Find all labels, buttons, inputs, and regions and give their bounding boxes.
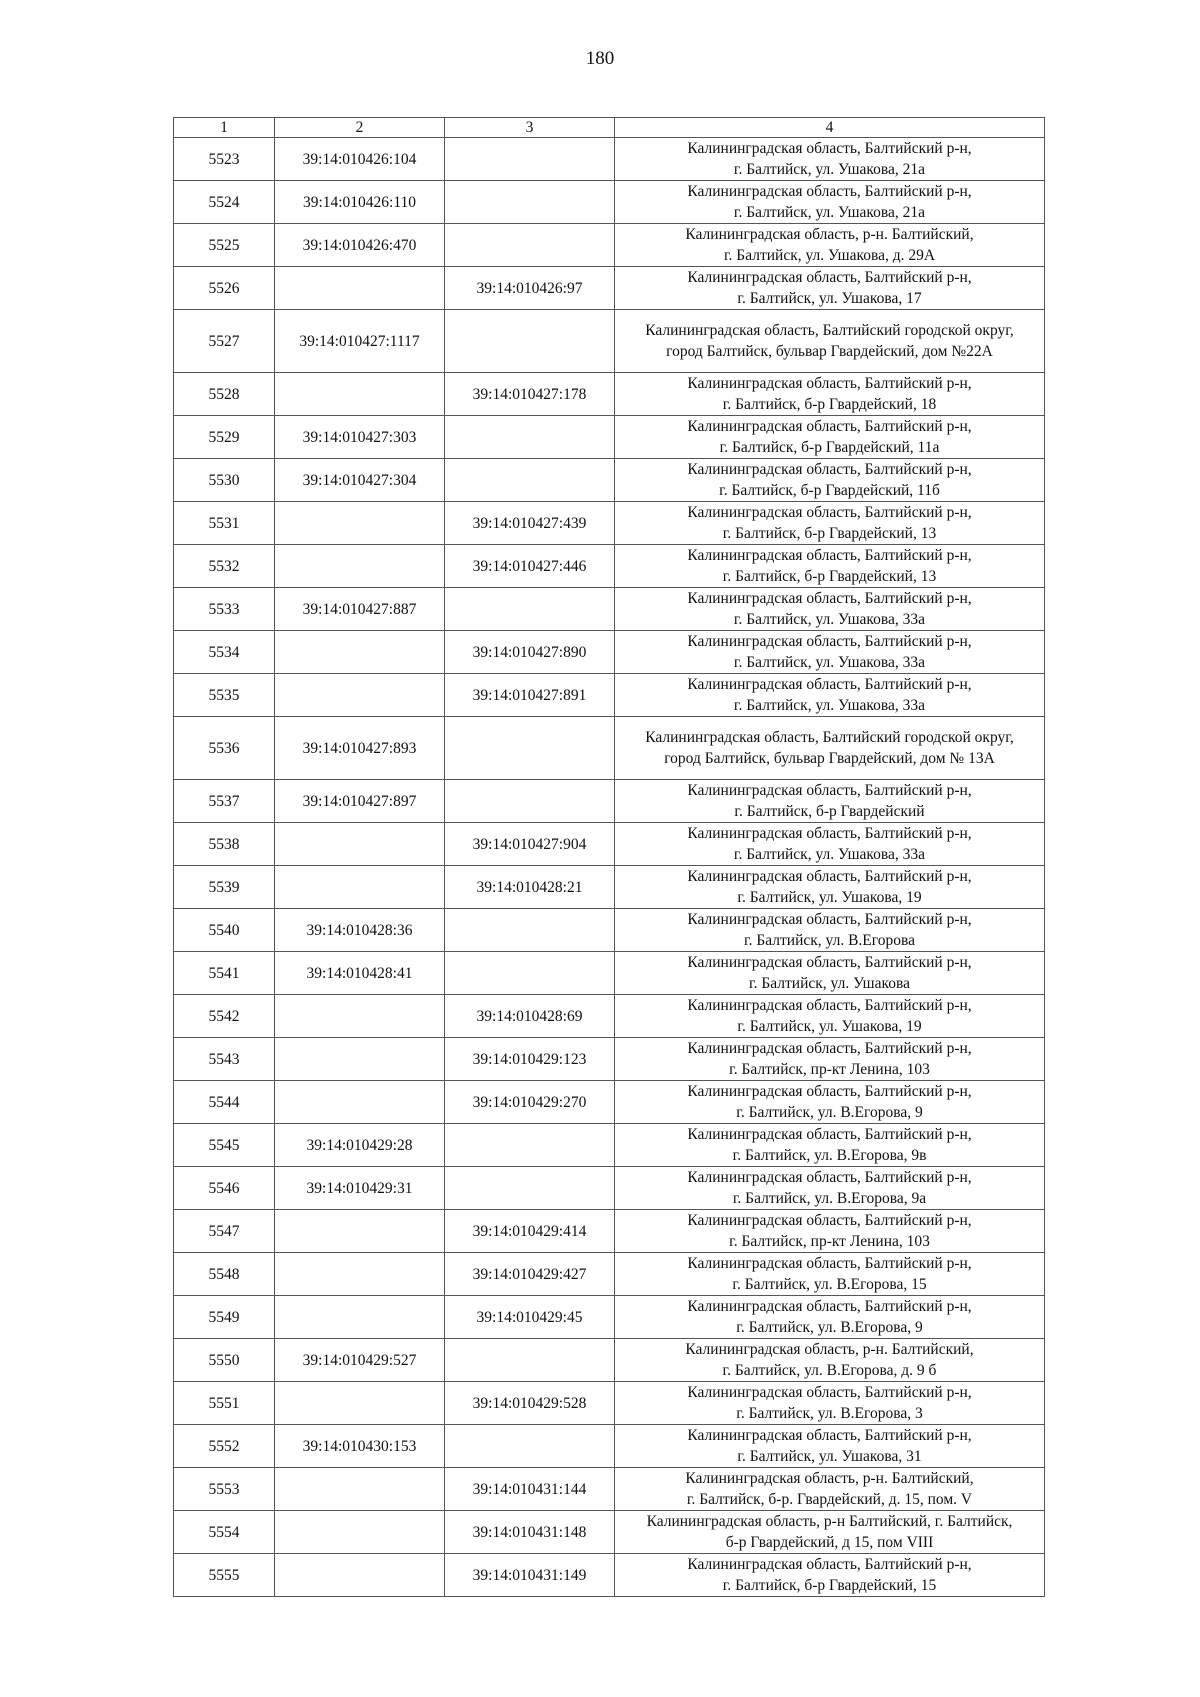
address-cell: Калининградская область, Балтийский р-н, г. Балтийск, ул. Ушакова, 33а — [615, 674, 1045, 717]
row-number-cell: 5537 — [174, 780, 275, 823]
parcel-number-cell: 39:14:010427:891 — [445, 674, 615, 717]
parcel-number-cell: 39:14:010427:904 — [445, 823, 615, 866]
cadastral-number-cell — [275, 545, 445, 588]
row-number-cell: 5524 — [174, 181, 275, 224]
table-body — [174, 138, 1045, 1597]
address-cell: Калининградская область, Балтийский р-н, г. Балтийск, б-р Гвардейский, 13 — [615, 545, 1045, 588]
address-cell: Калининградская область, Балтийский р-н, г. Балтийск, б-р Гвардейский, 15 — [615, 1554, 1045, 1597]
table-row — [174, 588, 1045, 631]
parcel-number-cell: 39:14:010431:149 — [445, 1554, 615, 1597]
parcel-number-cell — [445, 224, 615, 267]
table-row — [174, 1124, 1045, 1167]
table-row — [174, 1167, 1045, 1210]
cadastral-number-cell — [275, 866, 445, 909]
address-cell: Калининградская область, Балтийский р-н, г. Балтийск, ул. Ушакова, 19 — [615, 995, 1045, 1038]
cadastral-number-cell — [275, 1468, 445, 1511]
table-row — [174, 866, 1045, 909]
page-number: 180 — [585, 48, 615, 69]
address-cell: Калининградская область, р-н. Балтийский, г. Балтийск, ул. В.Егорова, д. 9 б — [615, 1339, 1045, 1382]
row-number-cell: 5529 — [174, 416, 275, 459]
address-cell: Калининградская область, Балтийский р-н, г. Балтийск, ул. Ушакова — [615, 952, 1045, 995]
header-col-1: 1 — [174, 118, 275, 138]
address-cell: Калининградская область, р-н Балтийский, г. Балтийск, б-р Гвардейский, д 15, пом VIII — [615, 1511, 1045, 1554]
row-number-cell: 5534 — [174, 631, 275, 674]
cadastral-number-cell: 39:14:010428:41 — [275, 952, 445, 995]
parcel-number-cell — [445, 1167, 615, 1210]
cadastral-number-cell: 39:14:010426:110 — [275, 181, 445, 224]
parcel-number-cell: 39:14:010427:446 — [445, 545, 615, 588]
row-number-cell: 5538 — [174, 823, 275, 866]
row-number-cell: 5526 — [174, 267, 275, 310]
cadastral-number-cell: 39:14:010427:897 — [275, 780, 445, 823]
table-row — [174, 1253, 1045, 1296]
address-cell: Калининградская область, Балтийский р-н, г. Балтийск, ул. В.Егорова, 9в — [615, 1124, 1045, 1167]
table-row — [174, 181, 1045, 224]
row-number-cell: 5525 — [174, 224, 275, 267]
header-col-4: 4 — [615, 118, 1045, 138]
row-number-cell: 5541 — [174, 952, 275, 995]
table-row — [174, 373, 1045, 416]
address-cell: Калининградская область, Балтийский р-н, г. Балтийск, б-р Гвардейский — [615, 780, 1045, 823]
parcel-number-cell: 39:14:010428:69 — [445, 995, 615, 1038]
cadastral-number-cell: 39:14:010429:31 — [275, 1167, 445, 1210]
table-row — [174, 631, 1045, 674]
row-number-cell: 5547 — [174, 1210, 275, 1253]
table-row — [174, 674, 1045, 717]
cadastral-number-cell: 39:14:010427:303 — [275, 416, 445, 459]
row-number-cell: 5530 — [174, 459, 275, 502]
table-row — [174, 310, 1045, 373]
row-number-cell: 5542 — [174, 995, 275, 1038]
table-row — [174, 267, 1045, 310]
table-row — [174, 1554, 1045, 1597]
address-cell: Калининградская область, Балтийский р-н, г. Балтийск, б-р Гвардейский, 18 — [615, 373, 1045, 416]
row-number-cell: 5523 — [174, 138, 275, 181]
parcel-number-cell: 39:14:010427:890 — [445, 631, 615, 674]
address-cell: Калининградская область, Балтийский р-н, г. Балтийск, ул. Ушакова, 21а — [615, 138, 1045, 181]
cadastral-number-cell — [275, 1554, 445, 1597]
table-row — [174, 952, 1045, 995]
address-cell: Калининградская область, Балтийский р-н, г. Балтийск, ул. Ушакова, 33а — [615, 588, 1045, 631]
parcel-number-cell: 39:14:010428:21 — [445, 866, 615, 909]
row-number-cell: 5540 — [174, 909, 275, 952]
cadastral-number-cell — [275, 502, 445, 545]
parcel-number-cell: 39:14:010427:439 — [445, 502, 615, 545]
parcel-number-cell — [445, 588, 615, 631]
address-cell: Калининградская область, Балтийский р-н, г. Балтийск, ул. Ушакова, 19 — [615, 866, 1045, 909]
parcel-number-cell: 39:14:010429:414 — [445, 1210, 615, 1253]
parcel-number-cell: 39:14:010429:270 — [445, 1081, 615, 1124]
cadastral-number-cell: 39:14:010427:304 — [275, 459, 445, 502]
table-row — [174, 1468, 1045, 1511]
parcel-number-cell — [445, 1425, 615, 1468]
table-row — [174, 995, 1045, 1038]
table-row — [174, 138, 1045, 181]
cadastral-number-cell — [275, 1253, 445, 1296]
parcel-number-cell — [445, 459, 615, 502]
address-cell: Калининградская область, Балтийский р-н, г. Балтийск, ул. В.Егорова, 3 — [615, 1382, 1045, 1425]
cadastral-number-cell — [275, 267, 445, 310]
parcel-number-cell — [445, 181, 615, 224]
row-number-cell: 5552 — [174, 1425, 275, 1468]
table-header — [174, 118, 1045, 138]
table-row — [174, 717, 1045, 780]
table-row — [174, 780, 1045, 823]
address-cell: Калининградская область, Балтийский городской округ, город Балтийск, бульвар Гвардейский, дом №22А — [615, 310, 1045, 373]
row-number-cell: 5553 — [174, 1468, 275, 1511]
row-number-cell: 5532 — [174, 545, 275, 588]
registry-table — [173, 117, 1045, 1597]
cadastral-number-cell — [275, 1038, 445, 1081]
row-number-cell: 5550 — [174, 1339, 275, 1382]
row-number-cell: 5549 — [174, 1296, 275, 1339]
address-cell: Калининградская область, Балтийский р-н, г. Балтийск, б-р Гвардейский, 13 — [615, 502, 1045, 545]
row-number-cell: 5551 — [174, 1382, 275, 1425]
address-cell: Калининградская область, Балтийский р-н, г. Балтийск, ул. Ушакова, 31 — [615, 1425, 1045, 1468]
address-cell: Калининградская область, р-н. Балтийский, г. Балтийск, ул. Ушакова, д. 29А — [615, 224, 1045, 267]
table-row — [174, 502, 1045, 545]
cadastral-number-cell — [275, 1296, 445, 1339]
parcel-number-cell — [445, 416, 615, 459]
table-row — [174, 1210, 1045, 1253]
row-number-cell: 5554 — [174, 1511, 275, 1554]
row-number-cell: 5533 — [174, 588, 275, 631]
parcel-number-cell: 39:14:010431:144 — [445, 1468, 615, 1511]
address-cell: Калининградская область, Балтийский р-н, г. Балтийск, ул. В.Егорова, 15 — [615, 1253, 1045, 1296]
address-cell: Калининградская область, Балтийский р-н, г. Балтийск, б-р Гвардейский, 11б — [615, 459, 1045, 502]
address-cell: Калининградская область, р-н. Балтийский, г. Балтийск, б-р. Гвардейский, д. 15, пом. V — [615, 1468, 1045, 1511]
table-row — [174, 1382, 1045, 1425]
table-row — [174, 1038, 1045, 1081]
row-number-cell: 5535 — [174, 674, 275, 717]
table-row — [174, 823, 1045, 866]
address-cell: Калининградская область, Балтийский городской округ, город Балтийск, бульвар Гвардейский, дом № 13А — [615, 717, 1045, 780]
row-number-cell: 5536 — [174, 717, 275, 780]
header-col-2: 2 — [275, 118, 445, 138]
row-number-cell: 5539 — [174, 866, 275, 909]
parcel-number-cell: 39:14:010426:97 — [445, 267, 615, 310]
cadastral-number-cell: 39:14:010427:887 — [275, 588, 445, 631]
parcel-number-cell — [445, 717, 615, 780]
row-number-cell: 5545 — [174, 1124, 275, 1167]
header-col-3: 3 — [445, 118, 615, 138]
parcel-number-cell: 39:14:010427:178 — [445, 373, 615, 416]
table-row — [174, 1511, 1045, 1554]
table-row — [174, 1339, 1045, 1382]
table-row — [174, 224, 1045, 267]
cadastral-number-cell — [275, 823, 445, 866]
address-cell: Калининградская область, Балтийский р-н, г. Балтийск, пр-кт Ленина, 103 — [615, 1038, 1045, 1081]
cadastral-number-cell — [275, 631, 445, 674]
cadastral-number-cell: 39:14:010430:153 — [275, 1425, 445, 1468]
address-cell: Калининградская область, Балтийский р-н, г. Балтийск, ул. Ушакова, 21а — [615, 181, 1045, 224]
row-number-cell: 5544 — [174, 1081, 275, 1124]
parcel-number-cell — [445, 1339, 615, 1382]
row-number-cell: 5527 — [174, 310, 275, 373]
row-number-cell: 5548 — [174, 1253, 275, 1296]
table-row — [174, 459, 1045, 502]
address-cell: Калининградская область, Балтийский р-н, г. Балтийск, ул. В.Егорова, 9 — [615, 1081, 1045, 1124]
table-row — [174, 1296, 1045, 1339]
address-cell: Калининградская область, Балтийский р-н, г. Балтийск, ул. В.Егорова, 9 — [615, 1296, 1045, 1339]
cadastral-number-cell: 39:14:010427:1117 — [275, 310, 445, 373]
cadastral-number-cell — [275, 995, 445, 1038]
parcel-number-cell — [445, 138, 615, 181]
address-cell: Калининградская область, Балтийский р-н, г. Балтийск, ул. Ушакова, 17 — [615, 267, 1045, 310]
row-number-cell: 5531 — [174, 502, 275, 545]
row-number-cell: 5555 — [174, 1554, 275, 1597]
cadastral-number-cell — [275, 1210, 445, 1253]
address-cell: Калининградская область, Балтийский р-н, г. Балтийск, ул. Ушакова, 33а — [615, 631, 1045, 674]
address-cell: Калининградская область, Балтийский р-н, г. Балтийск, ул. Ушакова, 33а — [615, 823, 1045, 866]
cadastral-number-cell — [275, 373, 445, 416]
row-number-cell: 5528 — [174, 373, 275, 416]
parcel-number-cell: 39:14:010429:427 — [445, 1253, 615, 1296]
parcel-number-cell — [445, 1124, 615, 1167]
parcel-number-cell: 39:14:010429:528 — [445, 1382, 615, 1425]
cadastral-number-cell: 39:14:010429:527 — [275, 1339, 445, 1382]
cadastral-number-cell: 39:14:010426:470 — [275, 224, 445, 267]
cadastral-number-cell — [275, 1511, 445, 1554]
cadastral-number-cell — [275, 1081, 445, 1124]
row-number-cell: 5546 — [174, 1167, 275, 1210]
table-row — [174, 1081, 1045, 1124]
row-number-cell: 5543 — [174, 1038, 275, 1081]
cadastral-number-cell — [275, 674, 445, 717]
parcel-number-cell: 39:14:010429:123 — [445, 1038, 615, 1081]
cadastral-number-cell: 39:14:010428:36 — [275, 909, 445, 952]
address-cell: Калининградская область, Балтийский р-н, г. Балтийск, ул. В.Егорова, 9а — [615, 1167, 1045, 1210]
parcel-number-cell: 39:14:010431:148 — [445, 1511, 615, 1554]
address-cell: Калининградская область, Балтийский р-н, г. Балтийск, ул. В.Егорова — [615, 909, 1045, 952]
table-row — [174, 416, 1045, 459]
cadastral-number-cell: 39:14:010427:893 — [275, 717, 445, 780]
cadastral-number-cell — [275, 1382, 445, 1425]
cadastral-number-cell: 39:14:010429:28 — [275, 1124, 445, 1167]
parcel-number-cell — [445, 952, 615, 995]
parcel-number-cell — [445, 310, 615, 373]
table-row — [174, 1425, 1045, 1468]
address-cell: Калининградская область, Балтийский р-н, г. Балтийск, пр-кт Ленина, 103 — [615, 1210, 1045, 1253]
address-cell: Калининградская область, Балтийский р-н, г. Балтийск, б-р Гвардейский, 11а — [615, 416, 1045, 459]
cadastral-number-cell: 39:14:010426:104 — [275, 138, 445, 181]
table-row — [174, 545, 1045, 588]
parcel-number-cell — [445, 909, 615, 952]
table-row — [174, 909, 1045, 952]
parcel-number-cell — [445, 780, 615, 823]
header-row — [174, 118, 1045, 138]
parcel-number-cell: 39:14:010429:45 — [445, 1296, 615, 1339]
